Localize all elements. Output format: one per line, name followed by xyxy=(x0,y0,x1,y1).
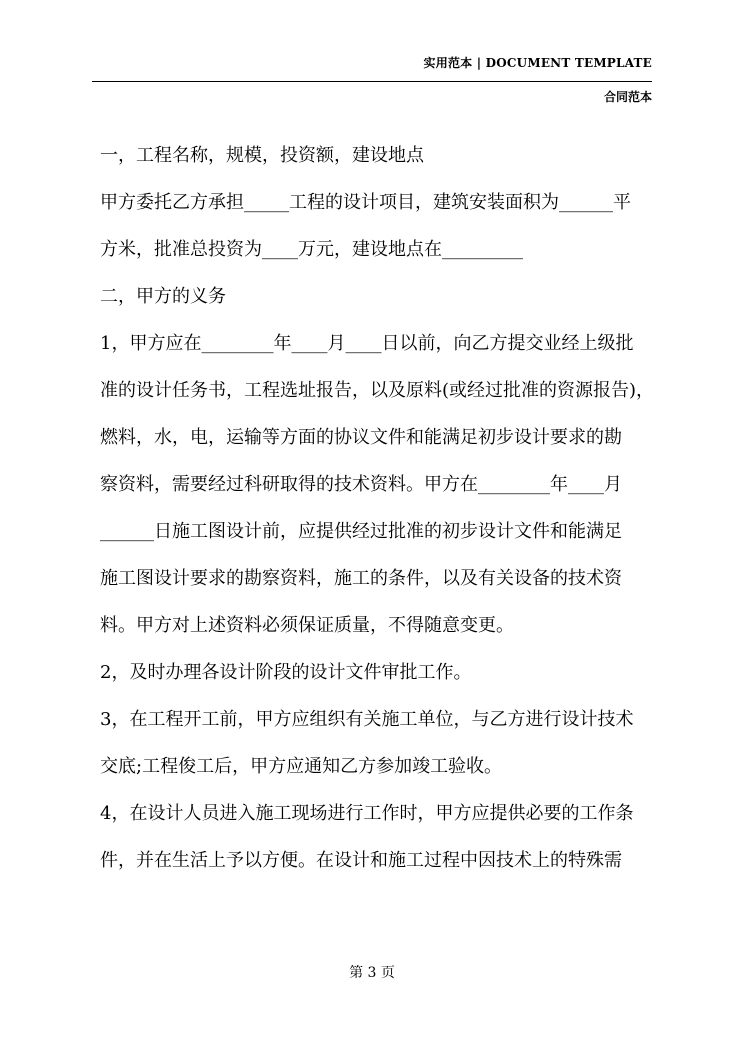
text-line: 2，及时办理各设计阶段的设计文件审批工作。 xyxy=(100,662,472,683)
text-line: 准的设计任务书，工程选址报告，以及原料(或经过批准的资源报告)， xyxy=(100,380,655,401)
text-line: 交底;工程俊工后，甲方应通知乙方参加竣工验收。 xyxy=(100,756,503,777)
header-divider xyxy=(92,81,652,82)
text-line: 4，在设计人员进入施工现场进行工作时，甲方应提供必要的工作条 xyxy=(100,803,634,824)
page-number: 第 3 页 xyxy=(349,965,395,981)
section-heading-project-info: 一，工程名称，规模，投资额，建设地点 xyxy=(100,145,424,166)
text-line: 1，甲方应在________年____月____日以前，向乙方提交业经上级批 xyxy=(100,333,634,354)
text-line: 施工图设计要求的勘察资料，施工的条件，以及有关设备的技术资 xyxy=(100,568,622,589)
document-header-subtitle: 合同范本 xyxy=(603,90,652,104)
text-line: 燃料，水，电，运输等方面的协议文件和能满足初步设计要求的勘 xyxy=(100,427,622,448)
text-line: 料。甲方对上述资料必须保证质量，不得随意变更。 xyxy=(100,615,514,636)
contract-body xyxy=(100,138,660,890)
text-line: ______日施工图设计前，应提供经过批准的初步设计文件和能满足 xyxy=(100,521,622,542)
text-line: 件，并在生活上予以方便。在设计和施工过程中因技术上的特殊需 xyxy=(100,850,622,871)
document-header-title: 实用范本 | DOCUMENT TEMPLATE xyxy=(423,56,652,70)
text-line: 方米，批准总投资为____万元，建设地点在_________ xyxy=(100,239,523,260)
text-line: 甲方委托乙方承担_____工程的设计项目，建筑安装面积为______平 xyxy=(100,192,631,213)
text-line: 3，在工程开工前，甲方应组织有关施工单位，与乙方进行设计技术 xyxy=(100,709,634,730)
section-heading-party-a-obligations: 二，甲方的义务 xyxy=(100,286,226,307)
text-line: 察资料，需要经过科研取得的技术资料。甲方在________年____月 xyxy=(100,474,622,495)
